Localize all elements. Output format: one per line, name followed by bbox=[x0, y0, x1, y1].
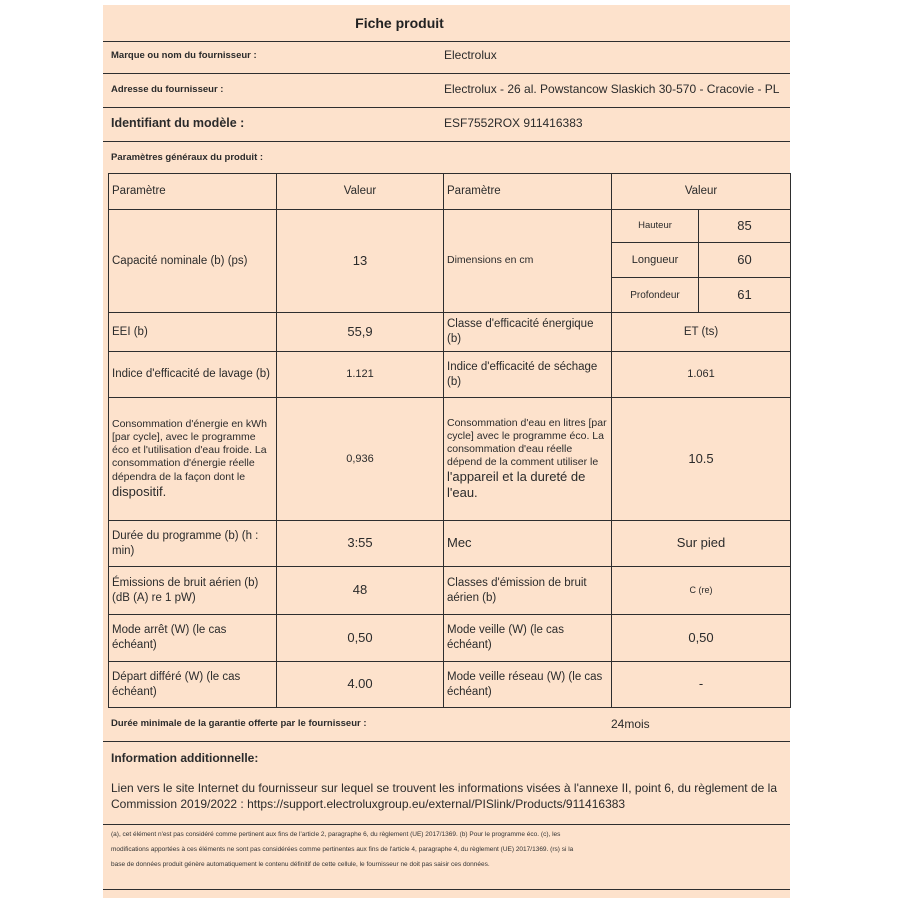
program-duration-label: Durée du programme (b) (h : min) bbox=[109, 521, 277, 567]
header-param-left: Paramètre bbox=[109, 174, 277, 210]
water-consumption-label: Consommation d'eau en litres [par cycle] avec le programme éco. La consommation d'eau réelle dépend de la comment utiliser le bbox=[447, 416, 607, 468]
supplier-address-label: Adresse du fournisseur : bbox=[111, 84, 224, 95]
standby-mode-value: 0,50 bbox=[612, 615, 791, 662]
dimensions-label: Dimensions en cm bbox=[444, 210, 612, 313]
header-param-right: Paramètre bbox=[444, 174, 612, 210]
off-mode-label: Mode arrêt (W) (le cas échéant) bbox=[109, 615, 277, 662]
network-standby-value: - bbox=[612, 662, 791, 708]
capacity-value: 13 bbox=[277, 210, 444, 313]
parameters-table bbox=[108, 173, 791, 708]
delayed-start-label: Départ différé (W) (le cas échéant) bbox=[109, 662, 277, 708]
divider bbox=[103, 741, 790, 742]
height-value: 85 bbox=[699, 210, 791, 243]
page-title: Fiche produit bbox=[355, 15, 444, 31]
off-mode-value: 0,50 bbox=[277, 615, 444, 662]
warranty-label: Durée minimale de la garantie offerte par le fournisseur : bbox=[111, 718, 367, 729]
supplier-brand-label: Marque ou nom du fournisseur : bbox=[111, 50, 257, 61]
warranty-value: 24mois bbox=[611, 717, 650, 731]
depth-value: 61 bbox=[699, 278, 791, 313]
supplier-brand-value: Electrolux bbox=[444, 48, 497, 62]
header-value-left: Valeur bbox=[277, 174, 444, 210]
divider bbox=[103, 73, 790, 74]
energy-consumption-label-end: dispositif. bbox=[112, 483, 167, 499]
length-value: 60 bbox=[699, 243, 791, 278]
network-standby-label: Mode veille réseau (W) (le cas échéant) bbox=[444, 662, 612, 708]
wash-index-value: 1.121 bbox=[277, 352, 444, 398]
depth-label: Profondeur bbox=[612, 278, 699, 313]
energy-consumption-value: 0,936 bbox=[277, 398, 444, 521]
supplier-address-value: Electrolux - 26 al. Powstancow Slaskich 30-570 - Cracovie - PL bbox=[444, 82, 780, 96]
general-params-label: Paramètres généraux du produit : bbox=[111, 152, 264, 163]
model-id-value: ESF7552ROX 911416383 bbox=[444, 116, 583, 130]
header-value-right: Valeur bbox=[612, 174, 791, 210]
divider bbox=[103, 107, 790, 108]
capacity-label: Capacité nominale (b) (ps) bbox=[109, 210, 277, 313]
model-id-label: Identifiant du modèle : bbox=[111, 116, 245, 130]
noise-class-label: Classes d'émission de bruit aérien (b) bbox=[444, 567, 612, 615]
eei-label: EEI (b) bbox=[109, 313, 277, 352]
energy-consumption-label: Consommation d'énergie en kWh [par cycle], avec le programme éco et l'utilisation d'eau froide. La consommation d'énergie réelle dépendra de la façon dont le bbox=[112, 418, 267, 483]
noise-emission-value: 48 bbox=[277, 567, 444, 615]
footnote-line-2: modifications apportées à ces éléments ne sont pas considérées comme pertinentes aux fins de l'article 4, paragraphe 4, du règlement (UE) 2017/1369. (rs) si la bbox=[111, 846, 574, 853]
installation-type-value: Sur pied bbox=[612, 521, 791, 567]
delayed-start-value: 4.00 bbox=[277, 662, 444, 708]
water-consumption-value: 10.5 bbox=[612, 398, 791, 521]
length-label: Longueur bbox=[612, 243, 699, 278]
height-label: Hauteur bbox=[612, 210, 699, 243]
product-sheet bbox=[103, 5, 790, 898]
noise-class-value: C (re) bbox=[612, 567, 791, 615]
eei-value: 55,9 bbox=[277, 313, 444, 352]
dry-index-label: Indice d'efficacité de séchage (b) bbox=[444, 352, 612, 398]
water-consumption-label-end: l'appareil et la dureté de l'eau. bbox=[447, 469, 586, 501]
standby-mode-label: Mode veille (W) (le cas échéant) bbox=[444, 615, 612, 662]
divider bbox=[103, 889, 790, 890]
program-duration-value: 3:55 bbox=[277, 521, 444, 567]
divider bbox=[103, 824, 790, 825]
wash-index-label: Indice d'efficacité de lavage (b) bbox=[109, 352, 277, 398]
energy-class-label: Classe d'efficacité énergique (b) bbox=[444, 313, 612, 352]
footnote-line-3: base de données produit génère automatiquement le contenu définitif de cette cellule, le fournisseur ne doit pas saisir ces données. bbox=[111, 861, 490, 868]
additional-info-text: Lien vers le site Internet du fournisseur sur lequel se trouvent les informations visées à l'annexe II, point 6, du règlement de la Commission 2019/2022 : https://support.electroluxgroup.eu/external/PISlink/Products/911416383 bbox=[111, 781, 777, 811]
dry-index-value: 1.061 bbox=[612, 352, 791, 398]
installation-type-label: Mec bbox=[444, 521, 612, 567]
energy-class-value: ET (ts) bbox=[612, 313, 791, 352]
divider bbox=[103, 41, 790, 42]
divider bbox=[103, 141, 790, 142]
additional-info-heading: Information additionnelle: bbox=[111, 751, 259, 765]
footnote-line-1: (a), cet élément n'est pas considéré comme pertinent aux fins de l'article 2, paragraphe 6, du règlement (UE) 2017/1369. (b) Pour le programme éco. (c), les bbox=[111, 831, 561, 838]
noise-emission-label: Émissions de bruit aérien (b) (dB (A) re 1 pW) bbox=[109, 567, 277, 615]
